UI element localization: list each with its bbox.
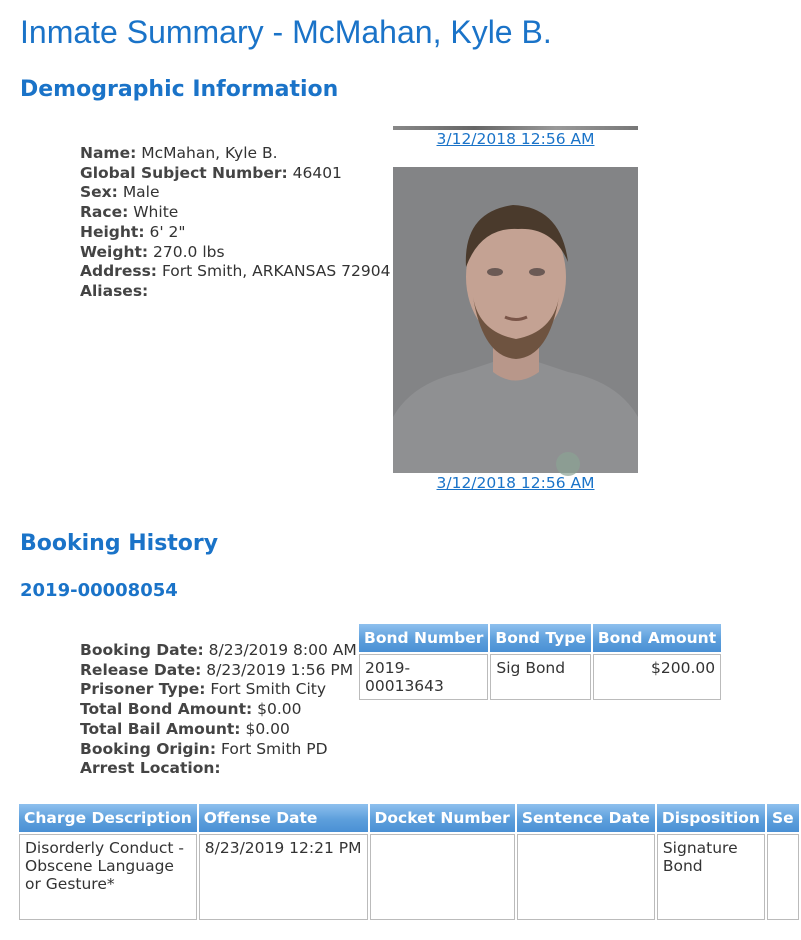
- disposition-header[interactable]: Disposition: [657, 804, 765, 832]
- release-date-value: 8/23/2019 1:56 PM: [206, 660, 354, 679]
- bond-type-cell: Sig Bond: [490, 654, 590, 700]
- weight-label: Weight:: [80, 242, 149, 261]
- offense-date-cell: 8/23/2019 12:21 PM: [199, 834, 368, 920]
- offense-date-header[interactable]: Offense Date: [199, 804, 368, 832]
- sentence-date-header[interactable]: Sentence Date: [517, 804, 655, 832]
- charge-description-cell: Disorderly Conduct - Obscene Language or Gesture*: [19, 834, 197, 920]
- race-value: White: [133, 203, 179, 222]
- booking-origin-row: [80, 740, 380, 760]
- race-label: Race:: [80, 203, 129, 222]
- gsn-value: 46401: [292, 163, 342, 182]
- docket-number-header[interactable]: Docket Number: [370, 804, 515, 832]
- sentence-date-cell: [517, 834, 655, 920]
- mugshot-photo[interactable]: [393, 167, 638, 473]
- total-bail-value: $0.00: [245, 719, 290, 738]
- booking-number: 2019-00008054: [20, 580, 178, 601]
- total-bail-label: Total Bail Amount:: [80, 719, 241, 738]
- booking-history-heading: Booking History: [20, 531, 219, 556]
- address-row: [80, 262, 391, 282]
- name-row: [80, 144, 380, 164]
- booking-date-value: 8/23/2019 8:00 AM: [208, 641, 357, 659]
- docket-number-cell: [370, 834, 515, 920]
- race-row: [80, 203, 380, 223]
- arrest-location-label: Arrest Location:: [80, 759, 221, 778]
- name-value: McMahan, Kyle B.: [141, 144, 278, 162]
- name-label: Name:: [80, 144, 137, 162]
- gsn-label: Global Subject Number:: [80, 163, 288, 182]
- arrest-location-row: [80, 759, 380, 779]
- gsn-row: [80, 164, 380, 184]
- sex-label: Sex:: [80, 183, 118, 202]
- table-row: [359, 654, 721, 700]
- photo-date-link-top[interactable]: 3/12/2018 12:56 AM: [436, 130, 595, 148]
- weight-row: [80, 243, 380, 263]
- address-value: Fort Smith, ARKANSAS 72904: [161, 262, 391, 281]
- page-title: Inmate Summary - McMahan, Kyle B.: [20, 14, 552, 50]
- booking-details: [80, 641, 380, 779]
- booking-date-label: Booking Date:: [80, 641, 204, 659]
- height-label: Height:: [80, 222, 145, 241]
- bond-amount-header[interactable]: Bond Amount: [593, 624, 721, 652]
- prisoner-type-label: Prisoner Type:: [80, 680, 206, 699]
- prisoner-type-row: [80, 680, 380, 700]
- total-bond-label: Total Bond Amount:: [80, 700, 253, 719]
- demographic-details: [80, 144, 391, 302]
- bond-type-header[interactable]: Bond Type: [490, 624, 590, 652]
- table-row: [19, 834, 799, 920]
- sex-value: Male: [122, 183, 160, 202]
- booking-origin-value: Fort Smith PD: [220, 739, 328, 758]
- height-row: [80, 223, 380, 243]
- total-bond-value: $0.00: [257, 700, 302, 719]
- booking-origin-label: Booking Origin:: [80, 739, 217, 758]
- sentence-cell-partial: [767, 834, 799, 920]
- photo-date-link-bottom[interactable]: 3/12/2018 12:56 AM: [436, 474, 595, 492]
- charge-table-header-row: [19, 804, 799, 832]
- charge-table: [17, 802, 801, 922]
- demographic-heading: Demographic Information: [20, 77, 339, 102]
- release-date-row: [80, 661, 380, 681]
- sex-row: [80, 183, 380, 203]
- weight-value: 270.0 lbs: [153, 242, 225, 261]
- disposition-cell: Signature Bond: [657, 834, 765, 920]
- release-date-label: Release Date:: [80, 660, 202, 679]
- height-value: 6' 2": [149, 222, 186, 241]
- address-label: Address:: [80, 262, 157, 281]
- prisoner-type-value: Fort Smith City: [210, 680, 327, 699]
- bond-number-header[interactable]: Bond Number: [359, 624, 488, 652]
- aliases-row: [80, 282, 380, 302]
- sentence-header-partial[interactable]: Se: [767, 804, 799, 832]
- bond-number-cell: 2019-00013643: [359, 654, 488, 700]
- aliases-label: Aliases:: [80, 281, 149, 300]
- mugshot-illustration: [393, 167, 638, 473]
- bond-table: [357, 622, 723, 702]
- booking-date-row: [80, 641, 380, 661]
- bond-table-header-row: [359, 624, 721, 652]
- bond-amount-cell: $200.00: [593, 654, 721, 700]
- total-bond-row: [80, 700, 380, 720]
- charge-description-header[interactable]: Charge Description: [19, 804, 197, 832]
- total-bail-row: [80, 720, 380, 740]
